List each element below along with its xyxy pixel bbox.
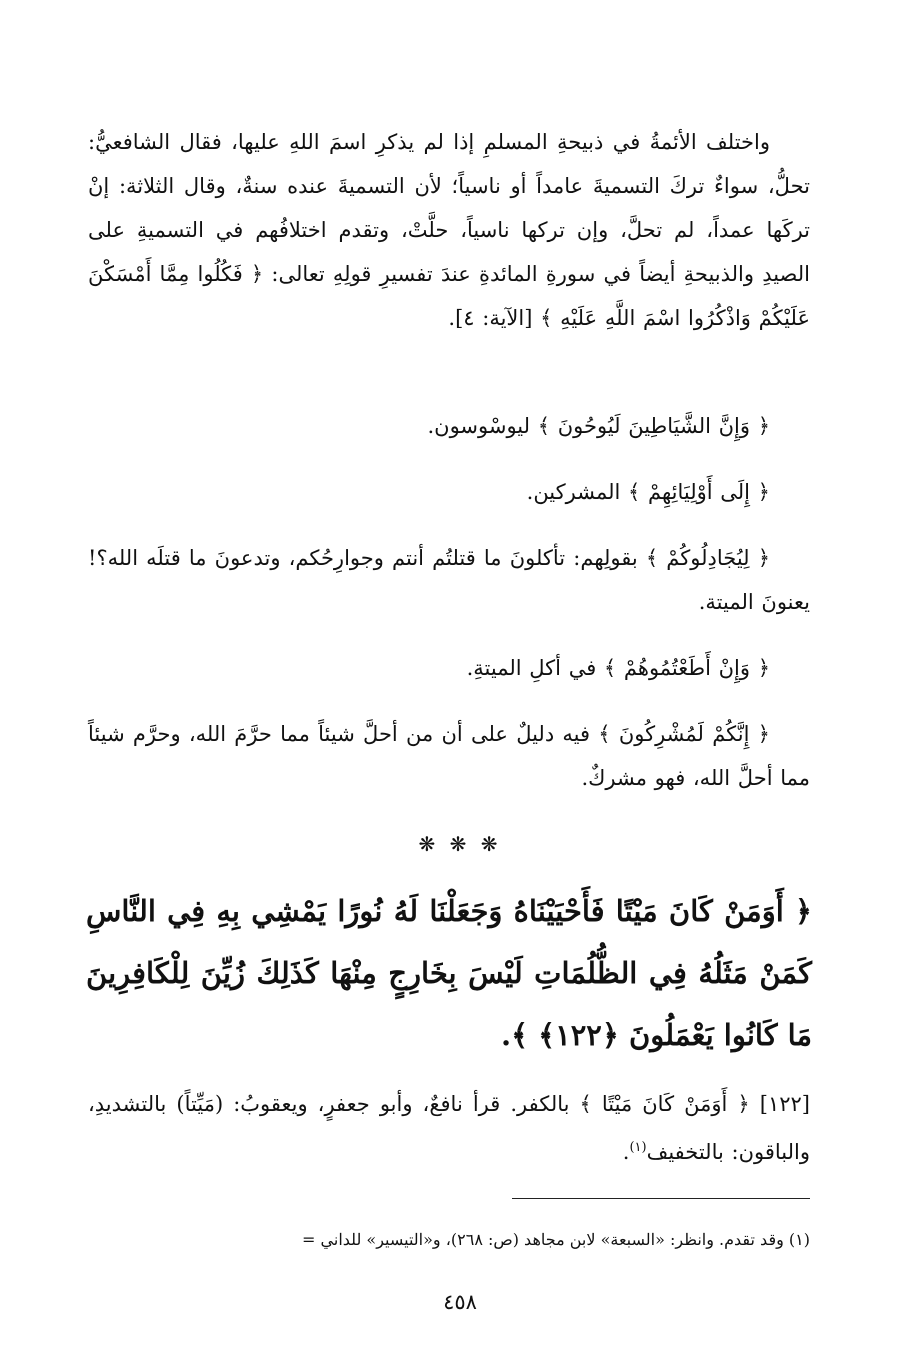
tafsir-122 (88, 1082, 810, 1174)
verse-number: [١٢٢] (759, 1092, 810, 1116)
gloss-awliya: ﴿ إِلَى أَوْلِيَائِهِمْ ﴾ المشركين. (526, 480, 770, 504)
section-separator: ❋ ❋ ❋ (418, 832, 502, 856)
footnote-ref: (١) (629, 1140, 647, 1155)
page-number: ٤٥٨ (443, 1290, 477, 1314)
paragraph-slaughter-ruling: واختلف الأئمةُ في ذبيحةِ المسلمِ إذا لم يذكرِ اسمَ اللهِ عليها، فقال الشافعيُّ: تحلُّ، سواءٌ تركَ التسميةَ عامداً أو ناسياً؛ لأن التسميةَ عنده سنةٌ، وقال الثلاثة: إنْ تركَها عمداً، لم تحلَّ، وإن تركها ناسياً، حلَّتْ، وتقدم اختلافُهم في التسميةِ على الصيدِ والذبيحةِ أيضاً في سورةِ المائدةِ عندَ تفسيرِ قولِهِ تعالى: ﴿ فَكُلُوا مِمَّا أَمْسَكْنَ عَلَيْكُمْ وَاذْكُرُوا اسْمَ اللَّهِ عَلَيْهِ ﴾ [الآية: ٤]. (88, 130, 810, 330)
gloss-shayatin: ﴿ وَإِنَّ الشَّيَاطِينَ لَيُوحُونَ ﴾ ليوسْوسون. (427, 414, 770, 438)
footnote-divider (512, 1198, 810, 1199)
gloss-yujadilukum: ﴿ لِيُجَادِلُوكُمْ ﴾ بقولِهم: تأكلونَ ما قتلتُم أنتم وجوارِحُكم، وتدعونَ ما قتلَه الله؟! يعنونَ الميتة. (88, 546, 810, 614)
tafsir-text: ﴿ أَوَمَنْ كَانَ مَيْتًا ﴾ بالكفر. قرأ نافعٌ، وأبو جعفرٍ، ويعقوبُ: (مَيِّتاً) بالتشديدِ، والباقون: بالتخفيف (88, 1092, 810, 1164)
main-text-glosses (88, 404, 810, 800)
gloss-ataetumuhum: ﴿ وَإِنْ أَطَعْتُمُوهُمْ ﴾ في أكلِ الميتةِ. (466, 656, 770, 680)
main-text-top (88, 120, 810, 340)
footnote: (١) وقد تقدم. وانظر: «السبعة» لابن مجاهد (ص: ٢٦٨)، و«التيسير» للداني = (302, 1230, 810, 1249)
gloss-lamushrikun: ﴿ إِنَّكُمْ لَمُشْرِكُونَ ﴾ فيه دليلٌ على أن من أحلَّ شيئاً مما حرَّمَ الله، وحرَّم شيئاً مما أحلَّ الله، فهو مشركٌ. (88, 722, 810, 790)
tafsir-paragraph (88, 1082, 810, 1174)
tafsir-end: . (622, 1140, 630, 1164)
quran-verse-122: ﴿ أَوَمَنْ كَانَ مَيْتًا فَأَحْيَيْنَاهُ وَجَعَلْنَا لَهُ نُورًا يَمْشِي بِهِ فِي النَّاسِ كَمَنْ مَثَلُهُ فِي الظُّلُمَاتِ لَيْسَ بِخَارِجٍ مِنْهَا كَذَلِكَ زُيِّنَ لِلْكَافِرِينَ مَا كَانُوا يَعْمَلُونَ ﴿١٢٢﴾ ﴾. (86, 894, 812, 1052)
